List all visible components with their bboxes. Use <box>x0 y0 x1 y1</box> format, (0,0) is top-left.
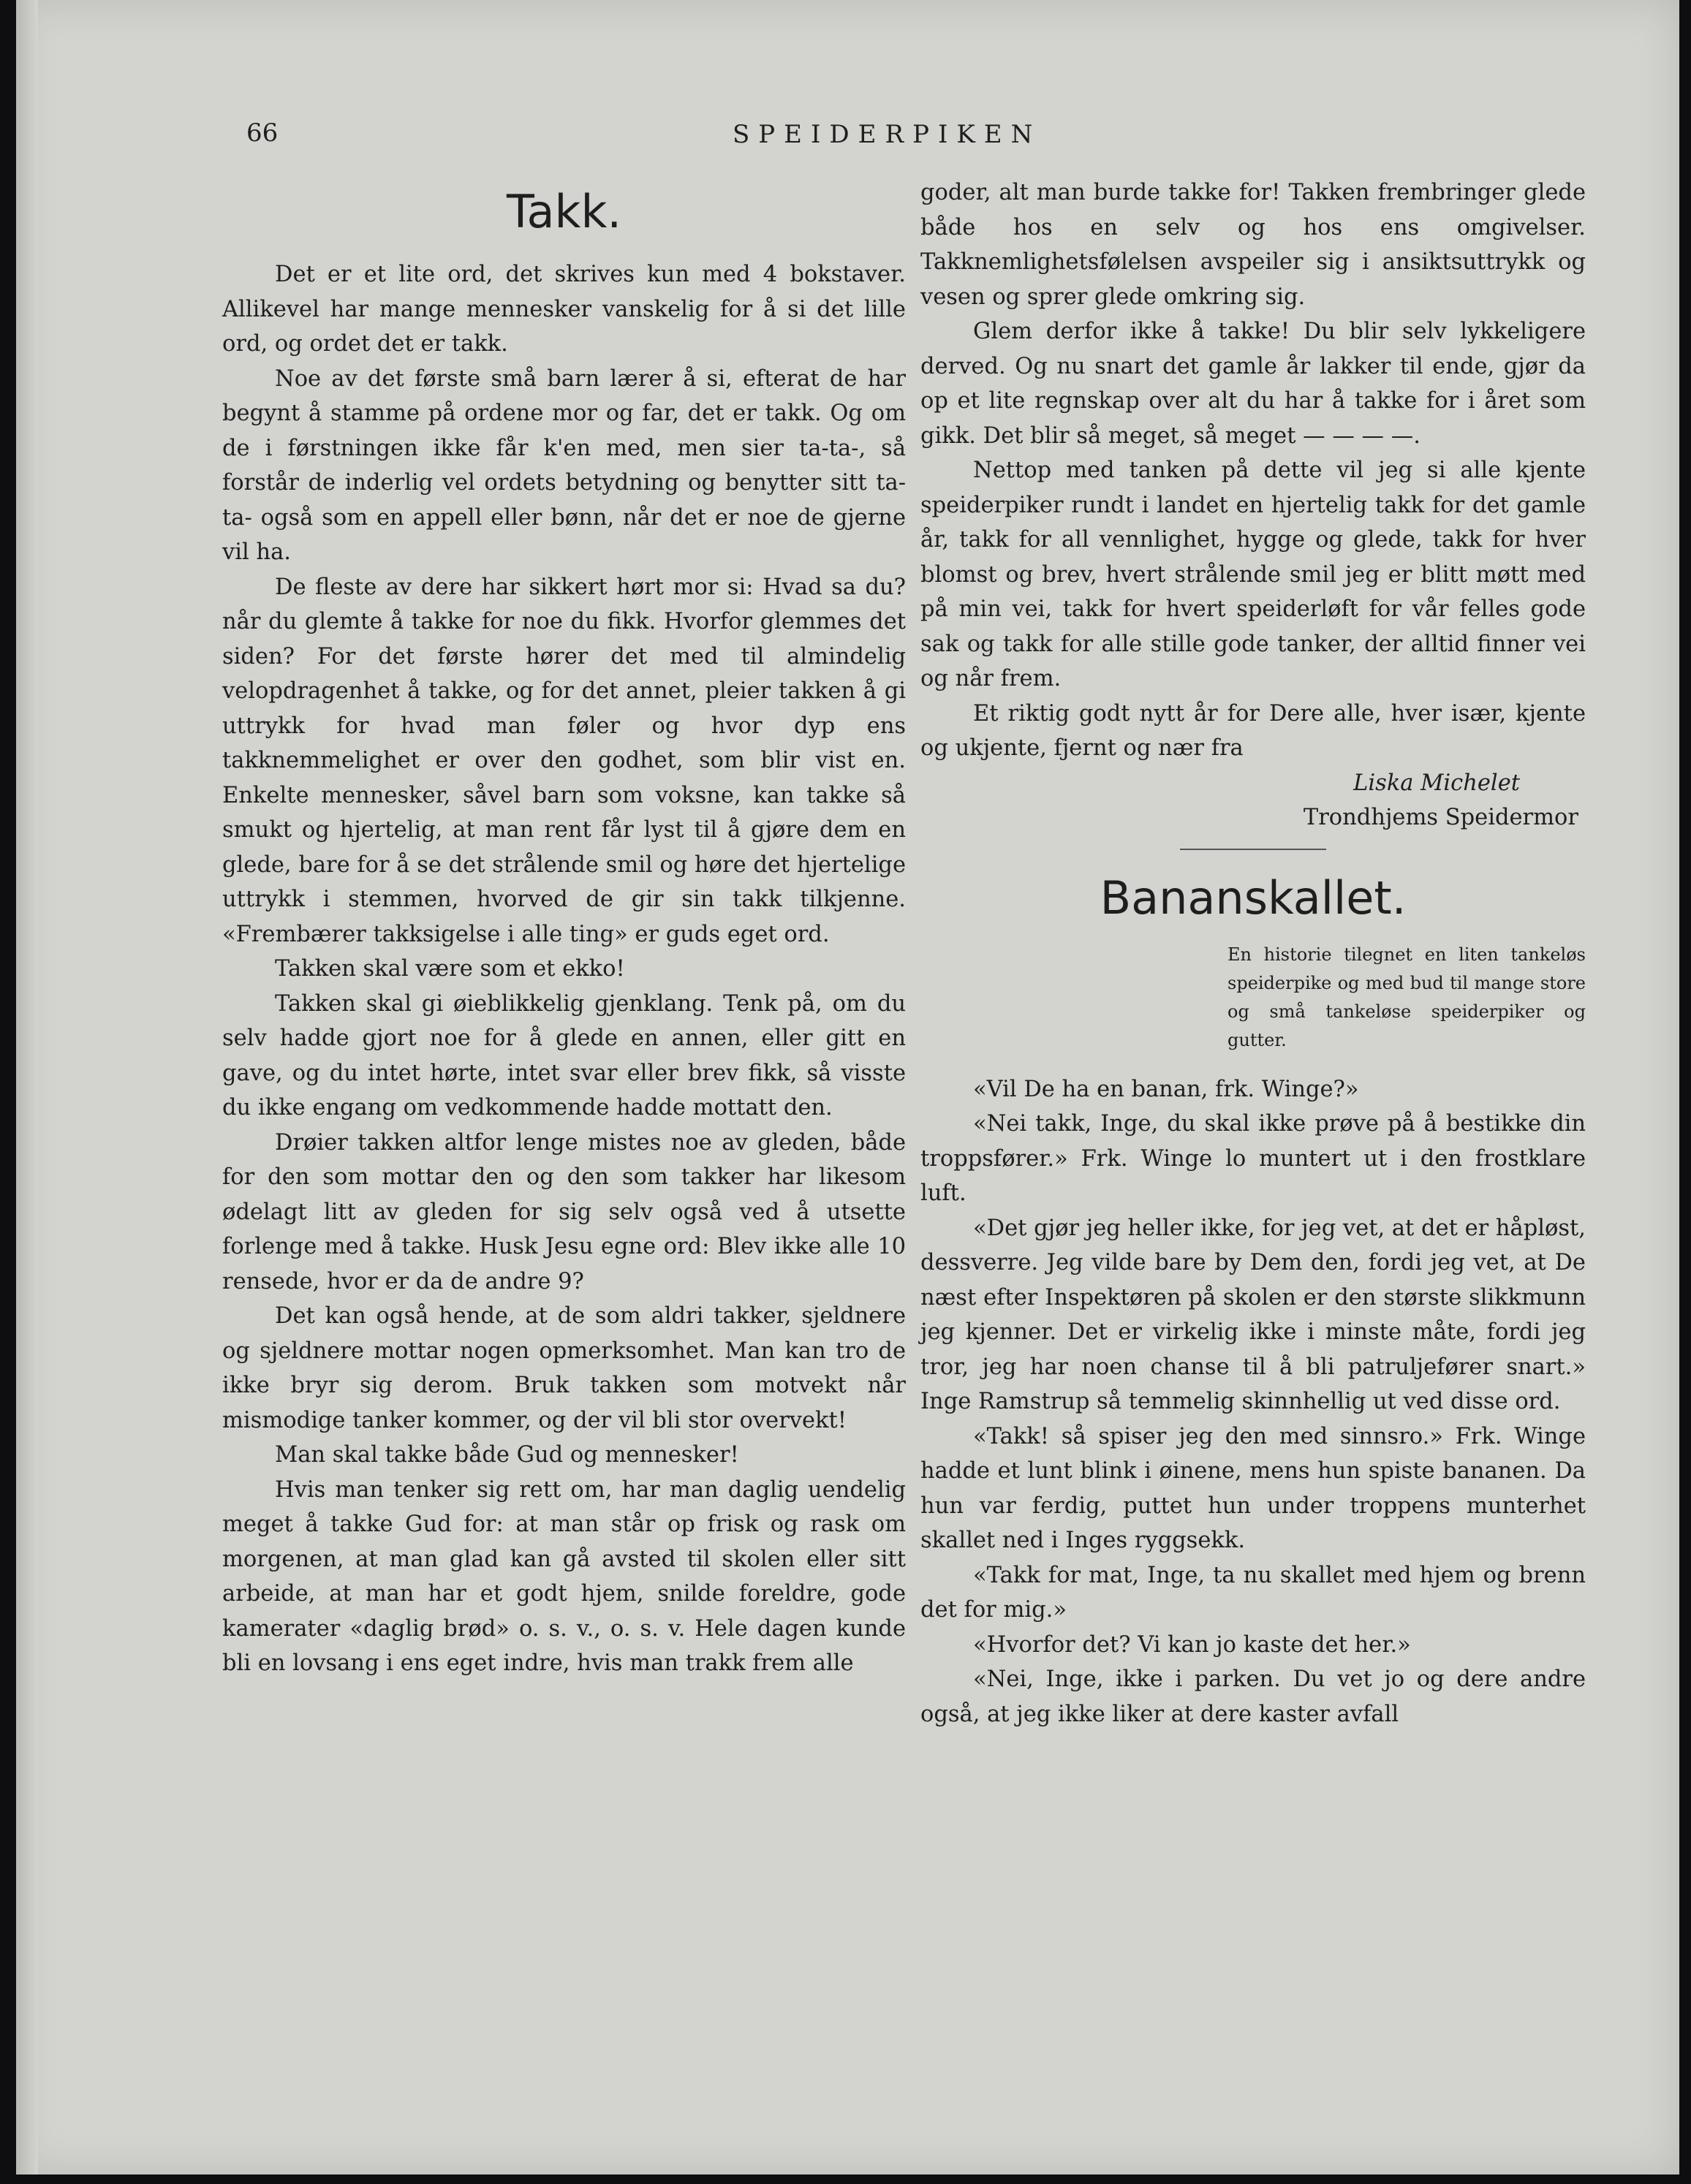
paragraph: «Takk for mat, Inge, ta nu skallet med hjem og brenn det for mig.» <box>920 1562 1586 1623</box>
section-divider <box>1180 849 1326 850</box>
page-header <box>16 110 1679 168</box>
right-column <box>920 175 1586 1732</box>
left-column <box>222 175 906 1681</box>
paragraph: Drøier takken altfor lenge mistes noe av gleden, både for den som mottar den og den som takker har likesom ødelagt litt av gleden for sig selv også ved å utsette forlenge med å takke. Husk Jesu egne ord: Blev ikke alle 10 rensede, hvor er da de andre 9? <box>222 1129 906 1294</box>
article-title-takk: Takk. <box>506 185 622 238</box>
paragraph: De fleste av dere har sikkert hørt mor si: Hvad sa du? når du glemte å takke for noe du fikk. Hvorfor glemmes det siden? For det første hører det med til almindelig velopdragenhet å takke, og for det annet, pleier takken å gi uttrykk for hvad man føler og hvor dyp ens takknemmelighet er over den godhet, som blir vist en. Enkelte mennesker, såvel barn som voksne, kan takke så smukt og hjertelig, at man rent får lyst til å gjøre dem en glede, bare for å se det strålende smil og høre det hjertelige uttrykk i stemmen, hvorved de gir sin takk tilkjenne. «Frembærer takksigelse i alle ting» er guds eget ord. <box>222 574 906 947</box>
paragraph: Hvis man tenker sig rett om, har man daglig uendelig meget å takke Gud for: at man står op frisk og rask om morgenen, at man glad kan gå avsted til skolen eller sitt arbeide, at man har et godt hjem, snilde foreldre, gode kamerater «daglig brød» o. s. v., o. s. v. Hele dagen kunde bli en lovsang i ens eget indre, hvis man trakk frem alle <box>222 1476 906 1676</box>
paragraph: «Vil De ha en banan, frk. Winge?» <box>973 1076 1359 1102</box>
paragraph: Det kan også hende, at de som aldri takker, sjeldnere og sjeldnere mottar nogen opmerksomhet. Man kan tro de ikke bryr sig derom. Bruk takken som motvekt når mismodige tanker kommer, og der vil bli stor overvekt! <box>222 1303 906 1433</box>
paragraph: Takken skal være som et ekko! <box>275 956 625 982</box>
page-number: 66 <box>246 118 279 148</box>
signature-title: Trondhjems Speidermor <box>1303 805 1578 830</box>
paragraph: Nettop med tanken på dette vil jeg si alle kjente speiderpiker rundt i landet en hjertelig takk for det gamle år, takk for all vennlighet, hygge og glede, takk for hver blomst og brev, hvert strålende smil jeg er blitt møtt med på min vei, takk for hvert speiderløft for vår felles gode sak og takk for alle stille gode tanker, der alltid finner vei og når frem. <box>920 458 1586 691</box>
paragraph: «Det gjør jeg heller ikke, for jeg vet, at det er håpløst, dessverre. Jeg vilde bare by Dem den, fordi jeg vet, at De næst efter Inspektøren på skolen er den største slikkmunn jeg kjenner. Det er virkelig ikke i minste måte, fordi jeg tror, jeg har noen chanse til å bli patruljefører snart.» Inge Ramstrup så temmelig skinnhellig ut ved disse ord. <box>920 1215 1586 1414</box>
paragraph: Det er et lite ord, det skrives kun med 4 bokstaver. Allikevel har mange mennesker vanskelig for å si det lille ord, og ordet det er takk. <box>222 262 906 357</box>
magazine-page <box>16 0 1679 2174</box>
paragraph: goder, alt man burde takke for! Takken frembringer glede både hos en selv og hos ens omgivelser. Takknemlighetsfølelsen avspeiler sig i ansiktsuttrykk og vesen og sprer glede omkring sig. <box>920 180 1586 310</box>
paragraph: «Nei takk, Inge, du skal ikke prøve på å bestikke din troppsfører.» Frk. Winge lo muntert ut i den frostklare luft. <box>920 1111 1586 1206</box>
signature-name: Liska Michelet <box>1353 770 1520 796</box>
paragraph: «Takk! så spiser jeg den med sinnsro.» Frk. Winge hadde et lunt blink i øinene, mens hun spiste bananen. Da hun var ferdig, puttet hun under troppens munterhet skallet ned i Inges ryggsekk. <box>920 1423 1586 1553</box>
paragraph: «Nei, Inge, ikke i parken. Du vet jo og dere andre også, at jeg ikke liker at dere kaster avfall <box>920 1667 1586 1727</box>
paragraph: Et riktig godt nytt år for Dere alle, hver især, kjente og ukjente, fjernt og nær fra <box>920 700 1586 761</box>
page-edge-shadow <box>16 0 38 2174</box>
running-title: SPEIDERPIKEN <box>733 120 1042 149</box>
dedication-text: En historie tilegnet en liten tankeløs speiderpike og med bud til mange store og små tankeløse speiderpiker og gutter. <box>1227 944 1586 1050</box>
paragraph: Glem derfor ikke å takke! Du blir selv lykkeligere derved. Og nu snart det gamle år lakker til ende, gjør da op et lite regnskap over alt du har å takke for i året som gikk. Det blir så meget, så meget — — — —. <box>920 319 1586 449</box>
paragraph: «Hvorfor det? Vi kan jo kaste det her.» <box>973 1631 1411 1658</box>
paragraph: Takken skal gi øieblikkelig gjenklang. Tenk på, om du selv hadde gjort noe for å glede en annen, eller gitt en gave, og du intet hørte, intet svar eller brev fikk, så visste du ikke engang om vedkommende hadde mottatt den. <box>222 990 906 1121</box>
dedication <box>1227 941 1586 1055</box>
article-title-bananskallet: Bananskallet. <box>1100 871 1407 925</box>
paragraph: Man skal takke både Gud og mennesker! <box>275 1442 739 1468</box>
paragraph: Noe av det første små barn lærer å si, efterat de har begynt å stamme på ordene mor og far, det er takk. Og om de i førstningen ikke får k'en med, men sier ta-ta-, så forstår de inderlig vel ordets betydning og benytter sitt ta-ta- også som en appell eller bønn, når det er noe de gjerne vil ha. <box>222 365 906 565</box>
